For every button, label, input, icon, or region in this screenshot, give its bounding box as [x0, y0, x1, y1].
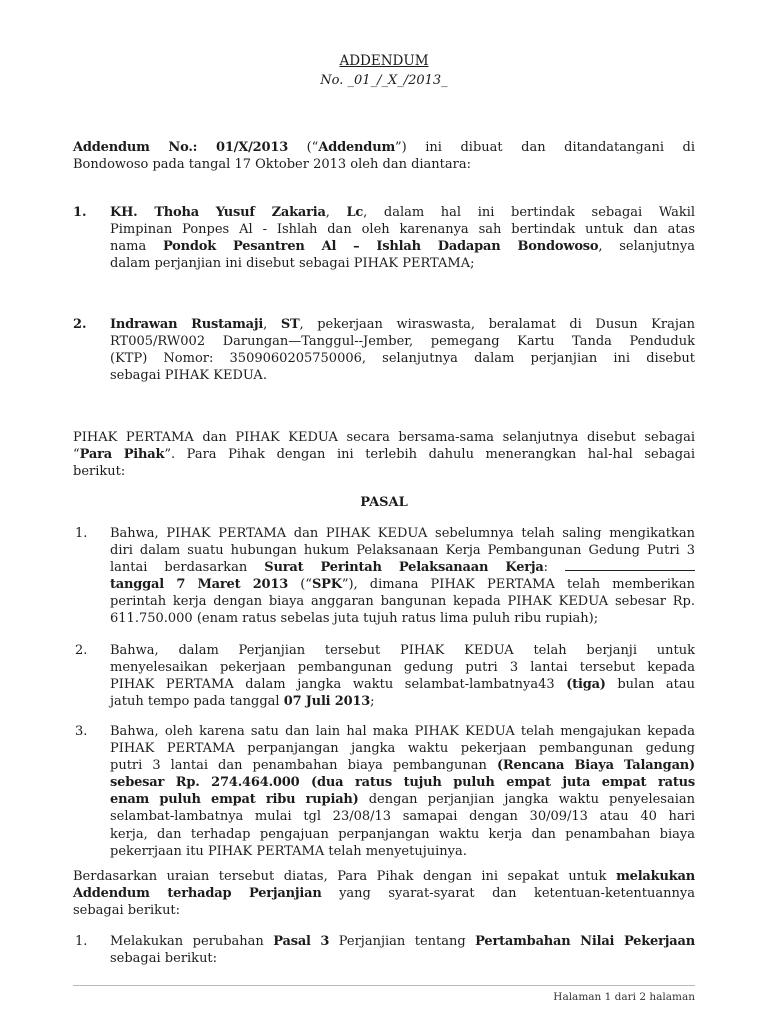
text-run: kerja, dan terhadap pengajuan perpanjangan waktu kerja dan penambahan biaya	[110, 826, 695, 842]
bold-text-run: Para Pihak	[79, 446, 165, 462]
bold-text-run: tanggal 7 Maret 2013	[110, 577, 289, 593]
text-run: dengan perjanjian jangka waktu penyelesaian	[358, 792, 695, 808]
text-run: ,	[263, 316, 281, 332]
text-run: Bahwa, dalam Perjanjian tersebut PIHAK KEDUA telah berjanji untuk	[110, 642, 695, 658]
text-run: sebagai PIHAK KEDUA.	[110, 368, 267, 384]
bold-text-run: ST	[280, 316, 300, 332]
text-line	[73, 868, 695, 885]
text-line	[110, 316, 695, 333]
text-run: 611.750.000 (enam ratus sebelas juta tujuh ratus lima puluh ribu rupiah);	[110, 611, 599, 627]
text-run: ”) ini dibuat dan ditandatangani di	[395, 139, 695, 155]
party-item-first	[110, 204, 695, 273]
text-line	[110, 238, 695, 255]
bold-text-run: Pasal 3	[273, 933, 330, 949]
text-line	[110, 659, 695, 676]
text-line	[110, 593, 695, 610]
text-run: jatuh tempo pada tanggal	[110, 694, 284, 710]
text-line	[73, 156, 695, 173]
text-run: yang syarat-syarat dan ketentuan-ketentuannya	[321, 885, 695, 901]
text-line	[110, 843, 695, 860]
text-line	[110, 676, 695, 693]
text-run: , selanjutnya	[598, 238, 695, 254]
text-line	[73, 139, 695, 156]
bold-text-run: 07 Juli 2013	[283, 694, 371, 710]
text-line	[110, 255, 695, 272]
text-run: putri 3 lantai dan penambahan biaya pembangunan	[110, 757, 497, 773]
clause-number: 3.	[75, 723, 88, 739]
clause-number: 2.	[75, 642, 88, 658]
party-number: 1.	[73, 204, 87, 220]
text-line	[110, 757, 695, 774]
bold-text-run: Indrawan Rustamaji	[110, 316, 264, 332]
bold-text-run: Lc	[346, 204, 364, 220]
text-run: “	[73, 446, 80, 462]
agreement-paragraph	[73, 868, 695, 920]
text-line	[110, 723, 695, 740]
text-run: ”. Para Pihak dengan ini terlebih dahulu menerangkan hal-hal sebagai	[164, 446, 695, 462]
bold-text-run: (Rencana Biaya Talangan)	[496, 757, 695, 773]
bold-text-run: enam puluh empat ribu rupiah)	[110, 792, 359, 808]
text-run: (KTP) Nomor: 3509060205750006, selanjutnya dalam perjanjian ini disebut	[110, 350, 695, 366]
text-run: :	[543, 559, 566, 575]
text-run: perintah kerja dengan biaya anggaran bangunan kepada PIHAK KEDUA sebesar Rp.	[110, 594, 695, 610]
section-heading: PASAL	[360, 494, 408, 510]
bold-text-run: melakukan	[616, 868, 695, 884]
party-number: 2.	[73, 316, 87, 332]
text-line	[110, 542, 695, 559]
text-run: sebagai berikut:	[110, 950, 218, 966]
text-line	[110, 642, 695, 659]
text-line	[110, 950, 695, 967]
text-run: Melakukan perubahan	[110, 933, 274, 949]
text-run: menyelesaikan pekerjaan pembangunan gedung putri 3 lantai tersebut kepada	[110, 659, 695, 675]
text-run: dalam perjanjian ini disebut sebagai PIHAK PERTAMA;	[110, 256, 475, 272]
text-line	[73, 463, 695, 480]
bold-text-run: Addendum	[318, 139, 395, 155]
text-run: Bahwa, oleh karena satu dan lain hal maka PIHAK KEDUA telah mengajukan kepada	[110, 723, 695, 739]
text-run: ;	[370, 694, 375, 710]
text-run: lantai berdasarkan	[110, 559, 265, 575]
bold-text-run: SPK	[311, 577, 342, 593]
text-line	[110, 221, 695, 238]
text-line	[110, 774, 695, 791]
text-run: , dalam hal ini bertindak sebagai Wakil	[363, 204, 696, 220]
clause-item-second	[110, 642, 695, 711]
text-line	[110, 576, 695, 593]
text-line	[73, 902, 695, 919]
bold-text-run: Surat Perintah Pelaksanaan Kerja	[264, 559, 544, 575]
bold-text-run: (tiga)	[566, 676, 606, 692]
text-run: PIHAK PERTAMA dalam jangka waktu selambat-lambatnya43	[110, 676, 567, 692]
text-run: Perjanjian tentang	[329, 933, 476, 949]
text-run: Berdasarkan uraian tersebut diatas, Para Pihak dengan ini sepakat untuk	[73, 868, 617, 884]
text-line	[73, 885, 695, 902]
text-line	[110, 350, 695, 367]
page-footer-label: Halaman 1 dari 2 halaman	[553, 991, 695, 1003]
recital-paragraph	[73, 429, 695, 481]
bold-text-run: sebesar Rp. 274.464.000 (dua ratus tujuh puluh empat juta empat ratus	[110, 775, 695, 791]
amendment-number: 1.	[75, 933, 88, 949]
text-run: (“	[288, 577, 312, 593]
text-line	[73, 429, 695, 446]
text-run: PIHAK PERTAMA dan PIHAK KEDUA secara bersama-sama selanjutnya disebut sebagai	[73, 429, 695, 445]
blank-fill-line	[565, 559, 695, 571]
clause-item-third	[110, 723, 695, 861]
text-line	[110, 204, 695, 221]
document-number: No. _01_/_X_/2013_	[320, 72, 448, 88]
text-line	[110, 808, 695, 825]
bold-text-run: Pondok Pesantren Al – Ishlah Dadapan Bondowoso	[162, 238, 599, 254]
text-run: , pekerjaan wiraswasta, beralamat di Dusun Krajan	[299, 316, 696, 332]
text-run: Bahwa, PIHAK PERTAMA dan PIHAK KEDUA sebelumnya telah saling mengikatkan	[110, 525, 695, 541]
text-line	[110, 367, 695, 384]
text-run: PIHAK PERTAMA perpanjangan jangka waktu pekerjaan pembangunan gedung	[110, 740, 695, 756]
text-run: ,	[325, 204, 347, 220]
text-run: Pimpinan Ponpes Al - Ishlah dan oleh karenanya sah bertindak untuk dan atas	[110, 221, 695, 237]
bold-text-run: Addendum terhadap Perjanjian	[73, 885, 322, 901]
text-run: selambat-lambatnya mulai tgl 23/08/13 samapai dengan 30/09/13 atau 40 hari	[110, 809, 695, 825]
text-line	[110, 525, 695, 542]
text-run: pekerrjaan itu PIHAK PERTAMA telah menyetujuinya.	[110, 843, 467, 859]
text-run: sebagai berikut:	[73, 902, 181, 918]
text-line	[110, 610, 695, 627]
text-run: diri dalam suatu hubungan hukum Pelaksanaan Kerja Pembangunan Gedung Putri 3	[110, 542, 695, 558]
text-run: berikut:	[73, 463, 126, 479]
text-run: RT005/RW002 Darungan—Tanggul--Jember, pemegang Kartu Tanda Penduduk	[110, 333, 695, 349]
text-line	[110, 740, 695, 757]
text-line	[110, 933, 695, 950]
text-line	[110, 333, 695, 350]
text-run: (“	[288, 139, 319, 155]
opening-paragraph	[73, 139, 695, 173]
text-line	[73, 446, 695, 463]
clause-number: 1.	[75, 525, 88, 541]
text-run: nama	[110, 238, 163, 254]
text-line	[110, 693, 695, 710]
footer-divider	[73, 985, 695, 986]
bold-text-run: Addendum No.: 01/X/2013	[73, 139, 289, 155]
text-run: ”), dimana PIHAK PERTAMA telah memberikan	[341, 577, 695, 593]
text-line	[110, 826, 695, 843]
party-item-second	[110, 316, 695, 385]
text-line	[110, 791, 695, 808]
clause-item-first	[110, 525, 695, 628]
text-run: bulan atau	[605, 676, 695, 692]
bold-text-run: Pertambahan Nilai Pekerjaan	[475, 933, 695, 949]
document-title: ADDENDUM	[339, 53, 429, 69]
text-line	[110, 559, 695, 576]
bold-text-run: KH. Thoha Yusuf Zakaria	[110, 204, 326, 220]
amendment-item-first	[110, 933, 695, 967]
text-run: Bondowoso pada tangal 17 Oktober 2013 oleh dan diantara:	[73, 156, 471, 172]
